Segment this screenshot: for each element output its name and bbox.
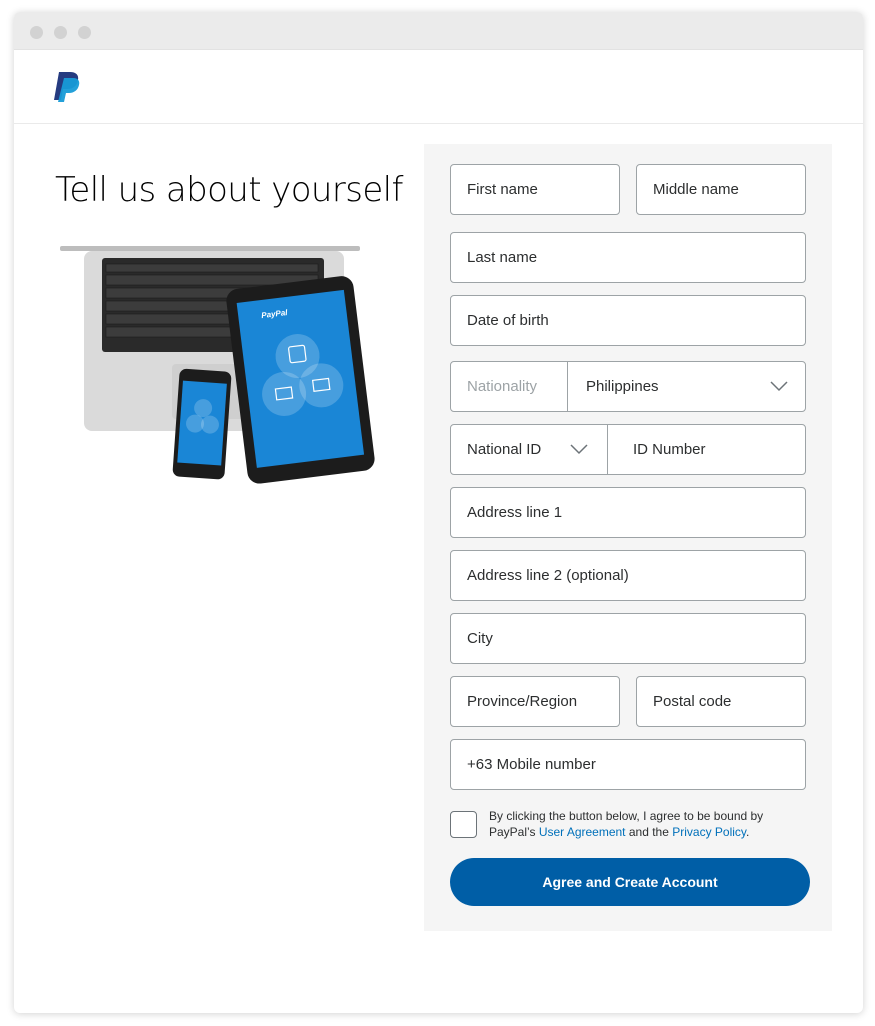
chevron-down-icon bbox=[769, 378, 789, 394]
mobile-number-field[interactable] bbox=[450, 739, 806, 790]
signup-form-panel bbox=[424, 144, 832, 931]
id-number-input[interactable]: ID Number bbox=[633, 441, 706, 458]
id-type-select[interactable]: National ID bbox=[467, 441, 542, 458]
window-control-maximize[interactable] bbox=[78, 26, 91, 39]
id-divider bbox=[607, 425, 608, 474]
agreement-text bbox=[489, 808, 809, 840]
postal-code-placeholder: Postal code bbox=[653, 693, 732, 710]
window-titlebar bbox=[14, 12, 863, 50]
middle-name-field[interactable] bbox=[636, 164, 806, 215]
agreement-text-before: By clicking the button below, I agree to be bound by PayPal’s bbox=[489, 809, 764, 839]
city-placeholder: City bbox=[467, 630, 493, 647]
window-control-close[interactable] bbox=[30, 26, 43, 39]
address-line-2-placeholder: Address line 2 (optional) bbox=[467, 567, 629, 584]
nationality-divider bbox=[567, 362, 568, 411]
postal-code-field[interactable] bbox=[636, 676, 806, 727]
mobile-number-placeholder: +63 Mobile number bbox=[467, 756, 596, 773]
date-of-birth-placeholder: Date of birth bbox=[467, 312, 549, 329]
last-name-placeholder: Last name bbox=[467, 249, 538, 266]
user-agreement-link[interactable]: User Agreement bbox=[538, 825, 626, 839]
tablet-image bbox=[225, 275, 376, 484]
agree-create-account-button[interactable]: Agree and Create Account bbox=[450, 858, 810, 906]
devices-illustration bbox=[54, 234, 394, 484]
date-of-birth-field[interactable] bbox=[450, 295, 806, 346]
address-line-2-field[interactable] bbox=[450, 550, 806, 601]
nationality-value: Philippines bbox=[586, 378, 659, 395]
province-placeholder: Province/Region bbox=[467, 693, 578, 710]
agreement-checkbox[interactable] bbox=[450, 811, 477, 838]
id-type-and-number bbox=[450, 424, 806, 475]
address-line-1-field[interactable] bbox=[450, 487, 806, 538]
agreement-text-after: . bbox=[746, 825, 750, 839]
address-line-1-placeholder: Address line 1 bbox=[467, 504, 563, 521]
nationality-select[interactable] bbox=[450, 361, 806, 412]
page-title: Tell us about yourself bbox=[55, 170, 403, 210]
browser-window bbox=[14, 12, 863, 1013]
window-control-minimize[interactable] bbox=[54, 26, 67, 39]
phone-image bbox=[172, 368, 231, 479]
paypal-logo-icon[interactable] bbox=[52, 70, 82, 104]
first-name-field[interactable] bbox=[450, 164, 620, 215]
last-name-field[interactable] bbox=[450, 232, 806, 283]
site-header bbox=[14, 50, 863, 124]
province-field[interactable] bbox=[450, 676, 620, 727]
chevron-down-icon bbox=[569, 441, 589, 457]
agreement-text-middle: and the bbox=[625, 825, 673, 839]
city-field[interactable] bbox=[450, 613, 806, 664]
tablet-brand-text: PayPal bbox=[260, 307, 288, 321]
middle-name-placeholder: Middle name bbox=[653, 181, 739, 198]
nationality-label: Nationality bbox=[467, 378, 538, 395]
privacy-policy-link[interactable]: Privacy Policy bbox=[672, 825, 747, 839]
first-name-placeholder: First name bbox=[467, 181, 538, 198]
